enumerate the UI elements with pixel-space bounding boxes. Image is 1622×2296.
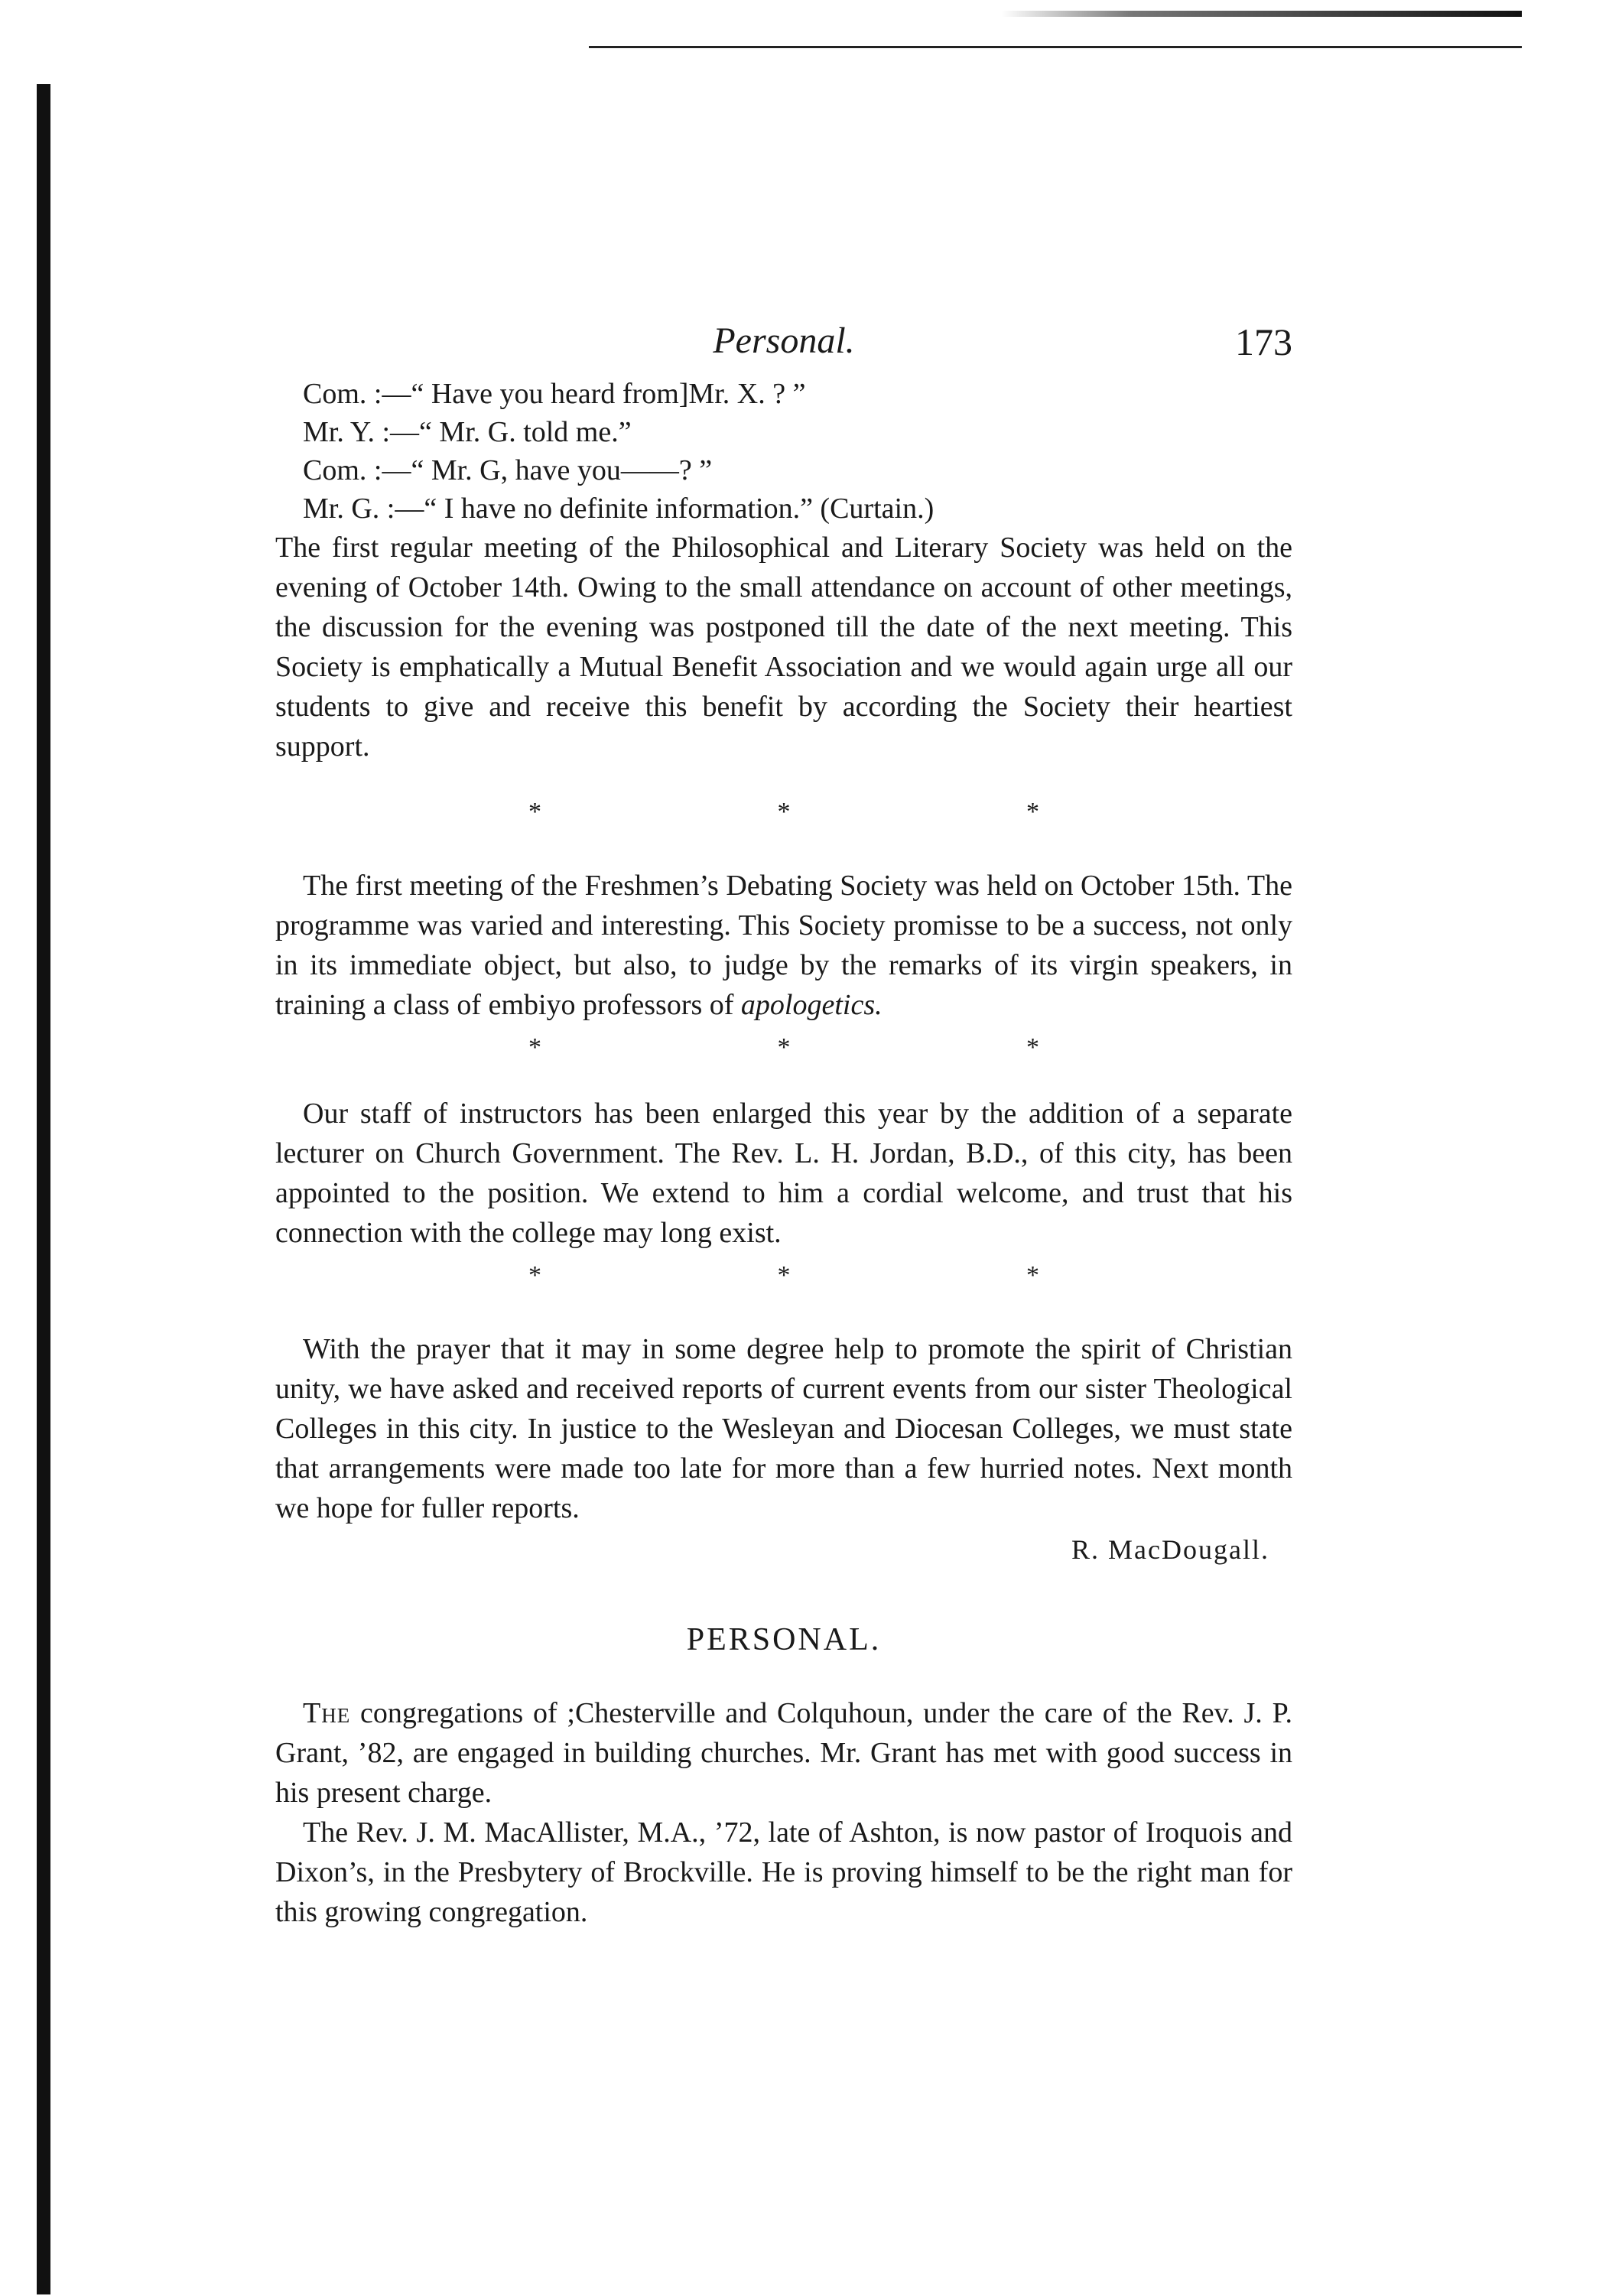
personal-item-text: congregations of ;Chesterville and Colquhoun, under the care of the Rev. J. P. Grant, ’82, are engaged in building churches. Mr. Grant has met with good success in his present charge. bbox=[275, 1697, 1292, 1809]
paragraph-philosophical-society: The first regular meeting of the Philosophical and Literary Society was held on the evening of October 14th. Owing to the small attendance on account of other meetings, the discussion for the evening was postponed till the date of the next meeting. This Society is emphatically a Mutual Benefit Association and we would again urge all our students to give and receive this benefit by according the Society their heartiest support. bbox=[275, 532, 1292, 763]
dialogue-line: Com. :—“ Have you heard from]Mr. X. ? ” bbox=[303, 378, 806, 410]
dialogue-line: Mr. G. :—“ I have no definite information.” (Curtain.) bbox=[303, 493, 935, 525]
page-number: 173 bbox=[1235, 320, 1292, 363]
dialogue-line: Mr. Y. :—“ Mr. G. told me.” bbox=[303, 416, 632, 448]
running-title: Personal. bbox=[713, 320, 855, 361]
section-heading-personal: PERSONAL. bbox=[686, 1622, 882, 1657]
section-separator: * * * bbox=[528, 1261, 1154, 1289]
paragraph-instructors: Our staff of instructors has been enlarged this year by the addition of a separate lecturer on Church Government. The Rev. L. H. Jordan, B.D., of this city, has been appointed to the position. We extend to him a cordial welcome, and trust that his connection with the college may long exist. bbox=[275, 1098, 1292, 1249]
running-head bbox=[275, 314, 1292, 375]
paragraph-personal-grant bbox=[275, 1693, 1292, 1813]
top-rule-thick bbox=[1002, 11, 1522, 17]
dialogue-line: Com. :—“ Mr. G, have you——? ” bbox=[303, 454, 713, 486]
scan-margin-edge bbox=[37, 84, 50, 2294]
paragraph-prayer: With the prayer that it may in some degree help to promote the spirit of Christian unity, we have asked and received reports of current events from our sister Theological Colleges in this city. In justice to the Wesleyan and Diocesan Colleges, we must state that arrangements were made too late for more than a few hurried notes. Next month we hope for fuller reports. bbox=[275, 1333, 1292, 1524]
section-separator: * * * bbox=[528, 798, 1154, 826]
lead-word: The bbox=[303, 1697, 351, 1729]
freshmen-text: The first meeting of the Freshmen’s Debating Society was held on October 15th. The programme was varied and interesting. This Society promisse to be a success, not only in its immediate object, but also, to judge by the remarks of its virgin speakers, in training a class of embiyo professors of bbox=[275, 870, 1292, 1021]
dialogue-block bbox=[275, 375, 1292, 528]
top-rule-thin bbox=[589, 46, 1522, 48]
section-separator: * * * bbox=[528, 1033, 1154, 1062]
paragraph-personal-macallister: The Rev. J. M. MacAllister, M.A., ’72, late of Ashton, is now pastor of Iroquois and Dixon’s, in the Presbytery of Brockville. He is proving himself to be the right man for this growing congregation. bbox=[275, 1816, 1292, 1928]
freshmen-italic-word: apologetics. bbox=[740, 989, 883, 1021]
page-body bbox=[275, 314, 1292, 1932]
signature: R. MacDougall. bbox=[1071, 1534, 1269, 1565]
paragraph-freshmen-debating bbox=[275, 866, 1292, 1025]
